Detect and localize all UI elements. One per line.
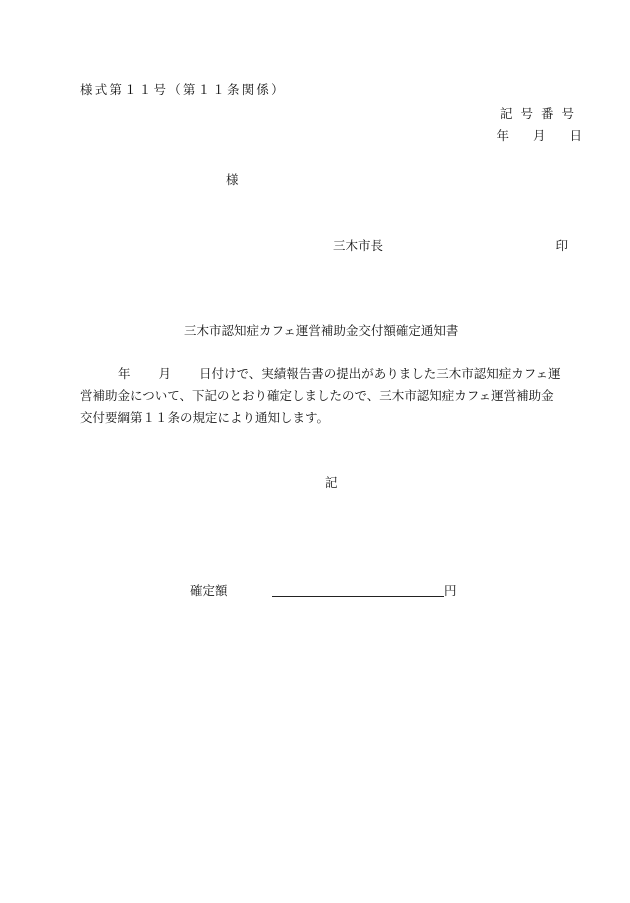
seal-mark: 印 xyxy=(555,238,568,253)
form-number: 様式第１１号（第１１条関係） xyxy=(80,82,286,97)
document-title: 三木市認知症カフェ運営補助金交付額確定通知書 xyxy=(184,323,459,338)
body-text xyxy=(80,363,586,429)
date-day: 日 xyxy=(569,128,582,143)
amount-blank-line xyxy=(272,595,444,597)
date-year: 年 xyxy=(496,128,509,143)
body-line-2: 営補助金について、下記のとおり確定しましたので、三木市認知症カフェ運営補助金 xyxy=(80,388,554,403)
body-year: 年 xyxy=(118,366,131,381)
ki-heading: 記 xyxy=(325,475,338,490)
date-month: 月 xyxy=(532,128,546,143)
record-number: 記号番号 xyxy=(499,106,582,121)
body-line-1 xyxy=(80,363,586,385)
body-month: 月 xyxy=(158,366,172,381)
amount-label: 確定額 xyxy=(190,583,228,598)
addressee-suffix: 様 xyxy=(226,172,239,187)
amount-unit: 円 xyxy=(444,583,457,598)
date-line xyxy=(496,126,582,144)
body-line-3: 交付要綱第１１条の規定により通知します。 xyxy=(80,410,330,425)
mayor-name: 三木市長 xyxy=(333,238,384,253)
body-line-1-rest: 日付けで、実績報告書の提出がありました三木市認知症カフェ運 xyxy=(199,366,561,381)
